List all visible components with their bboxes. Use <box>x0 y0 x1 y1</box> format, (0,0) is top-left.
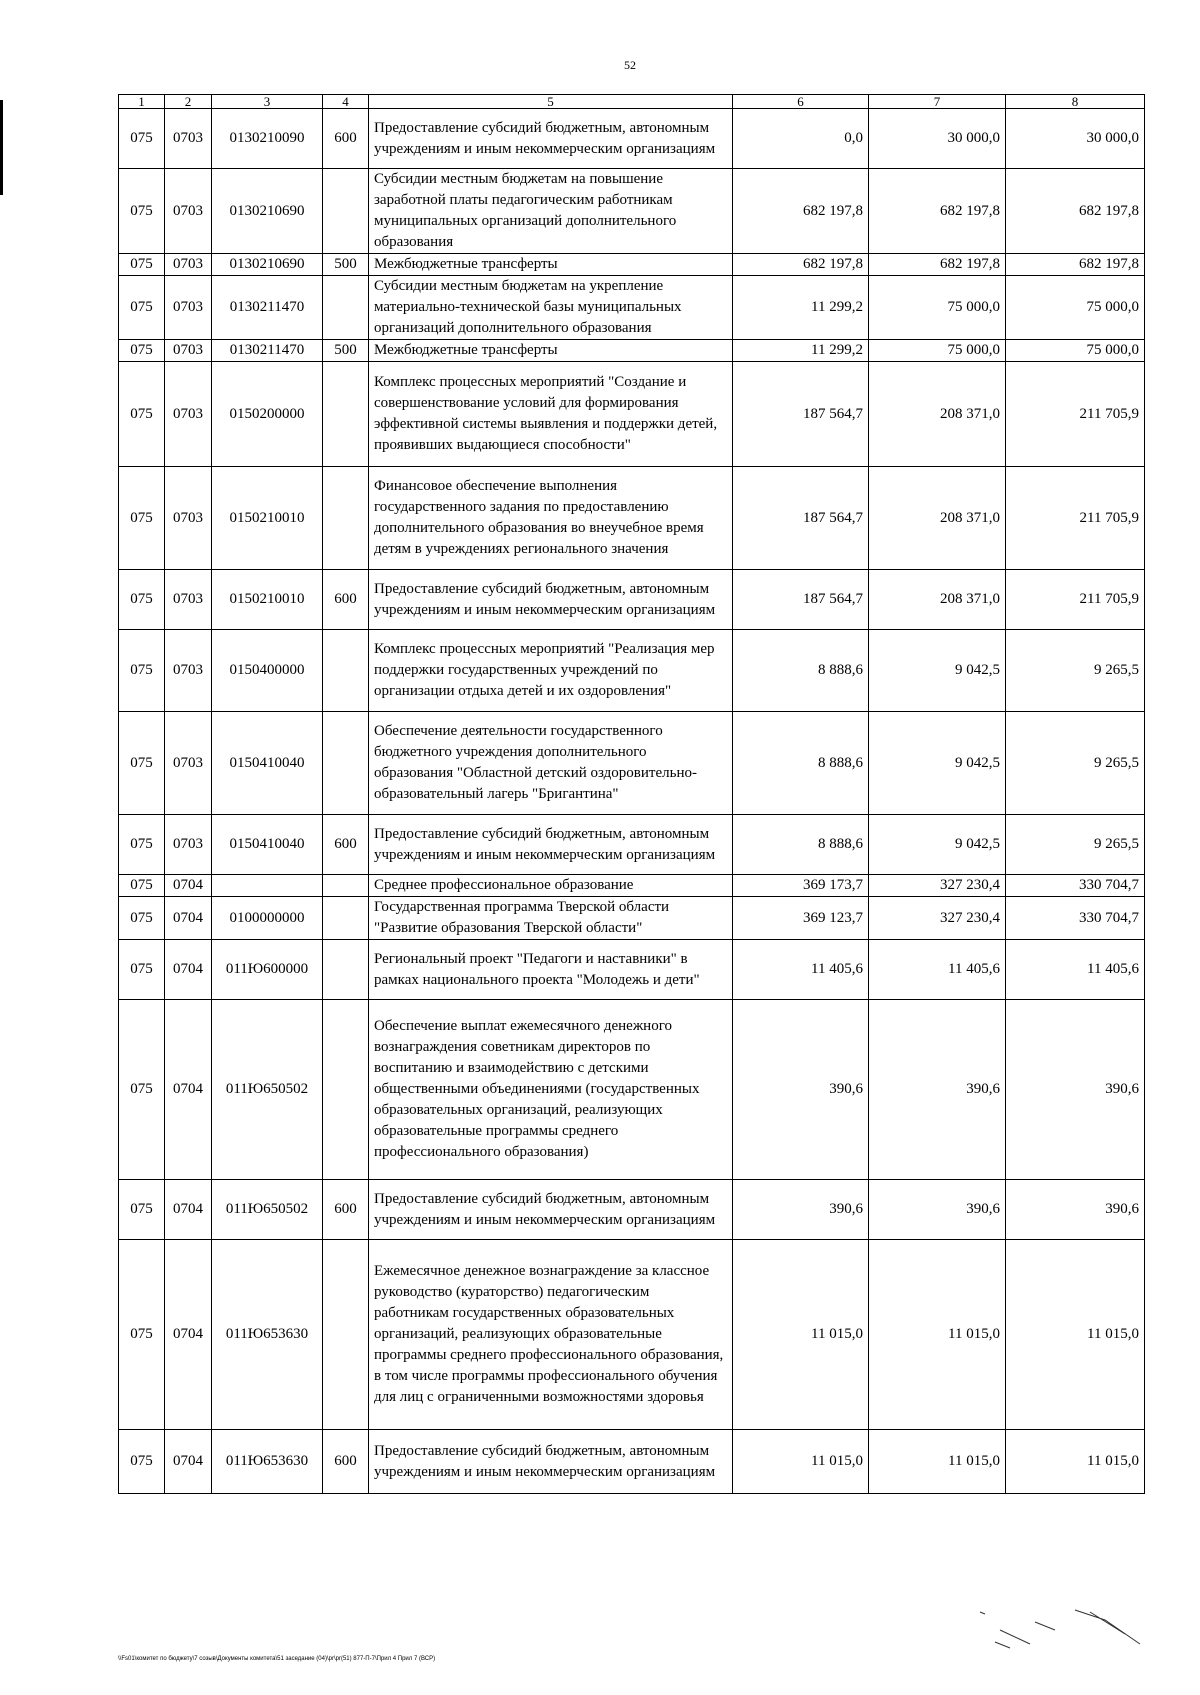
table-cell-col-2: 0704 <box>165 1180 212 1240</box>
table-cell-col-7: 208 371,0 <box>869 467 1006 570</box>
signature-mark <box>975 1592 1145 1652</box>
table-row <box>119 1430 1145 1494</box>
table-cell-col-4 <box>323 875 369 897</box>
table-cell-col-7: 390,6 <box>869 1000 1006 1180</box>
table-cell-col-2: 0704 <box>165 875 212 897</box>
table-cell-col-6: 11 299,2 <box>733 340 869 362</box>
table-cell-col-6: 8 888,6 <box>733 630 869 712</box>
table-cell-col-1: 075 <box>119 362 165 467</box>
table-cell-col-1: 075 <box>119 1180 165 1240</box>
table-cell-col-7: 30 000,0 <box>869 109 1006 169</box>
table-cell-col-3: 0130210090 <box>212 109 323 169</box>
table-cell-col-2: 0703 <box>165 276 212 340</box>
table-row <box>119 362 1145 467</box>
table-cell-col-1: 075 <box>119 940 165 1000</box>
table-cell-col-3: 011Ю650502 <box>212 1180 323 1240</box>
table-cell-col-7: 327 230,4 <box>869 875 1006 897</box>
table-cell-col-7: 327 230,4 <box>869 897 1006 940</box>
table-cell-col-3: 011Ю600000 <box>212 940 323 1000</box>
table-cell-col-6: 682 197,8 <box>733 169 869 254</box>
table-cell-col-6: 390,6 <box>733 1000 869 1180</box>
table-cell-col-7: 390,6 <box>869 1180 1006 1240</box>
table-cell-col-6: 682 197,8 <box>733 254 869 276</box>
table-cell-col-2: 0703 <box>165 254 212 276</box>
table-row <box>119 467 1145 570</box>
table-row <box>119 109 1145 169</box>
table-cell-col-5: Предоставление субсидий бюджетным, автономным учреждениям и иным некоммерческим организациям <box>369 1430 733 1494</box>
table-cell-col-6: 369 173,7 <box>733 875 869 897</box>
table-cell-col-6: 8 888,6 <box>733 815 869 875</box>
table-cell-col-3: 0130211470 <box>212 276 323 340</box>
table-cell-col-2: 0704 <box>165 897 212 940</box>
table-cell-col-4: 600 <box>323 1430 369 1494</box>
table-cell-col-2: 0703 <box>165 570 212 630</box>
table-row <box>119 1180 1145 1240</box>
table-cell-col-7: 208 371,0 <box>869 362 1006 467</box>
table-cell-col-5: Предоставление субсидий бюджетным, автономным учреждениям и иным некоммерческим организациям <box>369 570 733 630</box>
table-cell-col-2: 0703 <box>165 712 212 815</box>
table-cell-col-3: 011Ю653630 <box>212 1240 323 1430</box>
table-cell-col-8: 30 000,0 <box>1006 109 1145 169</box>
budget-table <box>118 94 1145 1494</box>
table-cell-col-4 <box>323 169 369 254</box>
table-row <box>119 712 1145 815</box>
table-cell-col-3: 0100000000 <box>212 897 323 940</box>
table-cell-col-2: 0703 <box>165 169 212 254</box>
table-cell-col-3: 0150410040 <box>212 712 323 815</box>
table-cell-col-5: Предоставление субсидий бюджетным, автономным учреждениям и иным некоммерческим организациям <box>369 1180 733 1240</box>
table-cell-col-6: 11 015,0 <box>733 1430 869 1494</box>
table-row <box>119 254 1145 276</box>
table-cell-col-7: 208 371,0 <box>869 570 1006 630</box>
table-cell-col-7: 75 000,0 <box>869 340 1006 362</box>
table-cell-col-5: Финансовое обеспечение выполнения государственного задания по предоставлению дополнительного образования во внеучебное время детям в учреждениях регионального значения <box>369 467 733 570</box>
table-row <box>119 1240 1145 1430</box>
table-cell-col-8: 390,6 <box>1006 1180 1145 1240</box>
column-header: 1 <box>119 95 165 109</box>
table-cell-col-7: 11 015,0 <box>869 1430 1006 1494</box>
table-cell-col-8: 211 705,9 <box>1006 362 1145 467</box>
page-number: 52 <box>624 58 636 72</box>
table-cell-col-7: 682 197,8 <box>869 169 1006 254</box>
table-cell-col-4: 500 <box>323 254 369 276</box>
table-row <box>119 897 1145 940</box>
table-cell-col-6: 0,0 <box>733 109 869 169</box>
table-cell-col-8: 75 000,0 <box>1006 276 1145 340</box>
table-cell-col-8: 211 705,9 <box>1006 570 1145 630</box>
table-cell-col-3: 0150210010 <box>212 467 323 570</box>
table-row <box>119 875 1145 897</box>
table-cell-col-5: Обеспечение выплат ежемесячного денежного вознаграждения советникам директоров по воспитанию и взаимодействию с детскими общественными объединениями (государственных образовательных организаций, реализующих образовательные программы среднего профессионального образования) <box>369 1000 733 1180</box>
table-cell-col-6: 187 564,7 <box>733 570 869 630</box>
table-cell-col-5: Субсидии местным бюджетам на повышение заработной платы педагогическим работникам муниципальных организаций дополнительного образования <box>369 169 733 254</box>
table-cell-col-4: 600 <box>323 570 369 630</box>
table-cell-col-6: 369 123,7 <box>733 897 869 940</box>
column-header: 7 <box>869 95 1006 109</box>
table-cell-col-2: 0703 <box>165 340 212 362</box>
table-cell-col-4 <box>323 897 369 940</box>
table-cell-col-3: 0150200000 <box>212 362 323 467</box>
table-cell-col-4 <box>323 712 369 815</box>
table-cell-col-1: 075 <box>119 570 165 630</box>
table-cell-col-2: 0704 <box>165 1000 212 1180</box>
table-cell-col-1: 075 <box>119 1430 165 1494</box>
table-cell-col-4: 600 <box>323 815 369 875</box>
table-cell-col-2: 0704 <box>165 940 212 1000</box>
table-cell-col-5: Региональный проект "Педагоги и наставники" в рамках национального проекта "Молодежь и дети" <box>369 940 733 1000</box>
table-cell-col-4 <box>323 276 369 340</box>
column-header: 5 <box>369 95 733 109</box>
table-cell-col-1: 075 <box>119 340 165 362</box>
table-cell-col-6: 187 564,7 <box>733 467 869 570</box>
column-header: 3 <box>212 95 323 109</box>
table-cell-col-8: 9 265,5 <box>1006 815 1145 875</box>
table-cell-col-7: 11 015,0 <box>869 1240 1006 1430</box>
table-cell-col-2: 0704 <box>165 1240 212 1430</box>
table-cell-col-8: 11 015,0 <box>1006 1240 1145 1430</box>
column-header: 6 <box>733 95 869 109</box>
table-cell-col-4 <box>323 1240 369 1430</box>
table-cell-col-3: 0130210690 <box>212 254 323 276</box>
table-cell-col-5: Комплекс процессных мероприятий "Реализация мер поддержки государственных учреждений по организации отдыха детей и их оздоровления" <box>369 630 733 712</box>
table-cell-col-7: 9 042,5 <box>869 815 1006 875</box>
table-cell-col-4 <box>323 940 369 1000</box>
table-cell-col-5: Межбюджетные трансферты <box>369 340 733 362</box>
column-header: 8 <box>1006 95 1145 109</box>
table-cell-col-6: 11 405,6 <box>733 940 869 1000</box>
table-cell-col-3: 0130210690 <box>212 169 323 254</box>
table-cell-col-8: 330 704,7 <box>1006 875 1145 897</box>
table-cell-col-8: 390,6 <box>1006 1000 1145 1180</box>
table-body <box>119 109 1145 1494</box>
table-cell-col-7: 75 000,0 <box>869 276 1006 340</box>
table-cell-col-1: 075 <box>119 875 165 897</box>
table-row <box>119 570 1145 630</box>
table-cell-col-6: 11 015,0 <box>733 1240 869 1430</box>
table-cell-col-7: 9 042,5 <box>869 630 1006 712</box>
table-cell-col-6: 390,6 <box>733 1180 869 1240</box>
table-cell-col-7: 9 042,5 <box>869 712 1006 815</box>
table-cell-col-8: 9 265,5 <box>1006 630 1145 712</box>
table-row <box>119 940 1145 1000</box>
table-row <box>119 1000 1145 1180</box>
table-cell-col-3: 0150410040 <box>212 815 323 875</box>
table-cell-col-3: 011Ю653630 <box>212 1430 323 1494</box>
table-cell-col-3: 0150400000 <box>212 630 323 712</box>
table-cell-col-2: 0703 <box>165 467 212 570</box>
table-cell-col-1: 075 <box>119 254 165 276</box>
table-cell-col-7: 11 405,6 <box>869 940 1006 1000</box>
table-cell-col-8: 9 265,5 <box>1006 712 1145 815</box>
table-cell-col-1: 075 <box>119 1240 165 1430</box>
table-cell-col-1: 075 <box>119 467 165 570</box>
table-cell-col-6: 187 564,7 <box>733 362 869 467</box>
table-cell-col-4: 500 <box>323 340 369 362</box>
column-header: 4 <box>323 95 369 109</box>
table-cell-col-5: Среднее профессиональное образование <box>369 875 733 897</box>
table-cell-col-2: 0703 <box>165 815 212 875</box>
column-header: 2 <box>165 95 212 109</box>
table-cell-col-8: 11 015,0 <box>1006 1430 1145 1494</box>
table-cell-col-6: 11 299,2 <box>733 276 869 340</box>
table-cell-col-1: 075 <box>119 1000 165 1180</box>
table-cell-col-1: 075 <box>119 109 165 169</box>
table-cell-col-5: Предоставление субсидий бюджетным, автономным учреждениям и иным некоммерческим организациям <box>369 815 733 875</box>
table-cell-col-5: Государственная программа Тверской области "Развитие образования Тверской области" <box>369 897 733 940</box>
table-cell-col-2: 0704 <box>165 1430 212 1494</box>
table-cell-col-1: 075 <box>119 712 165 815</box>
table-cell-col-4 <box>323 1000 369 1180</box>
table-cell-col-8: 11 405,6 <box>1006 940 1145 1000</box>
table-cell-col-3 <box>212 875 323 897</box>
table-cell-col-7: 682 197,8 <box>869 254 1006 276</box>
table-row <box>119 276 1145 340</box>
table-cell-col-5: Ежемесячное денежное вознаграждение за классное руководство (кураторство) педагогическим работникам государственных образовательных организаций, реализующих образовательные программы среднего профессионального образования, в том числе программы профессионального обучения для лиц с ограниченными возможностями здоровья <box>369 1240 733 1430</box>
table-cell-col-8: 75 000,0 <box>1006 340 1145 362</box>
table-row <box>119 340 1145 362</box>
table-cell-col-1: 075 <box>119 815 165 875</box>
table-cell-col-4: 600 <box>323 1180 369 1240</box>
table-cell-col-8: 211 705,9 <box>1006 467 1145 570</box>
table-row <box>119 169 1145 254</box>
table-cell-col-3: 0130211470 <box>212 340 323 362</box>
table-cell-col-4 <box>323 630 369 712</box>
table-cell-col-8: 682 197,8 <box>1006 169 1145 254</box>
table-cell-col-1: 075 <box>119 630 165 712</box>
column-number-row <box>119 95 1145 109</box>
table-row <box>119 630 1145 712</box>
table-cell-col-1: 075 <box>119 276 165 340</box>
file-path-footer: \\Fs01\комитет по бюджету\7 созыв\Документы комитета\51 заседание (04)\pr\pr(51) 877-П-7\Прил 4 Прил 7 (ВСР) <box>118 1656 436 1662</box>
scan-edge-mark <box>0 100 3 195</box>
table-cell-col-1: 075 <box>119 169 165 254</box>
table-cell-col-2: 0703 <box>165 109 212 169</box>
table-cell-col-5: Обеспечение деятельности государственного бюджетного учреждения дополнительного образования "Областной детский оздоровительно-образовательный лагерь "Бригантина" <box>369 712 733 815</box>
table-cell-col-3: 0150210010 <box>212 570 323 630</box>
table-cell-col-8: 330 704,7 <box>1006 897 1145 940</box>
table-cell-col-5: Межбюджетные трансферты <box>369 254 733 276</box>
table-cell-col-4 <box>323 467 369 570</box>
table-cell-col-5: Комплекс процессных мероприятий "Создание и совершенствование условий для формирования эффективной системы выявления и поддержки детей, проявивших выдающиеся способности" <box>369 362 733 467</box>
table-row <box>119 815 1145 875</box>
table-cell-col-1: 075 <box>119 897 165 940</box>
table-cell-col-2: 0703 <box>165 362 212 467</box>
table-cell-col-5: Предоставление субсидий бюджетным, автономным учреждениям и иным некоммерческим организациям <box>369 109 733 169</box>
table-cell-col-8: 682 197,8 <box>1006 254 1145 276</box>
table-cell-col-4 <box>323 362 369 467</box>
table-cell-col-3: 011Ю650502 <box>212 1000 323 1180</box>
table-cell-col-6: 8 888,6 <box>733 712 869 815</box>
table-cell-col-2: 0703 <box>165 630 212 712</box>
table-cell-col-4: 600 <box>323 109 369 169</box>
table-cell-col-5: Субсидии местным бюджетам на укрепление материально-технической базы муниципальных организаций дополнительного образования <box>369 276 733 340</box>
